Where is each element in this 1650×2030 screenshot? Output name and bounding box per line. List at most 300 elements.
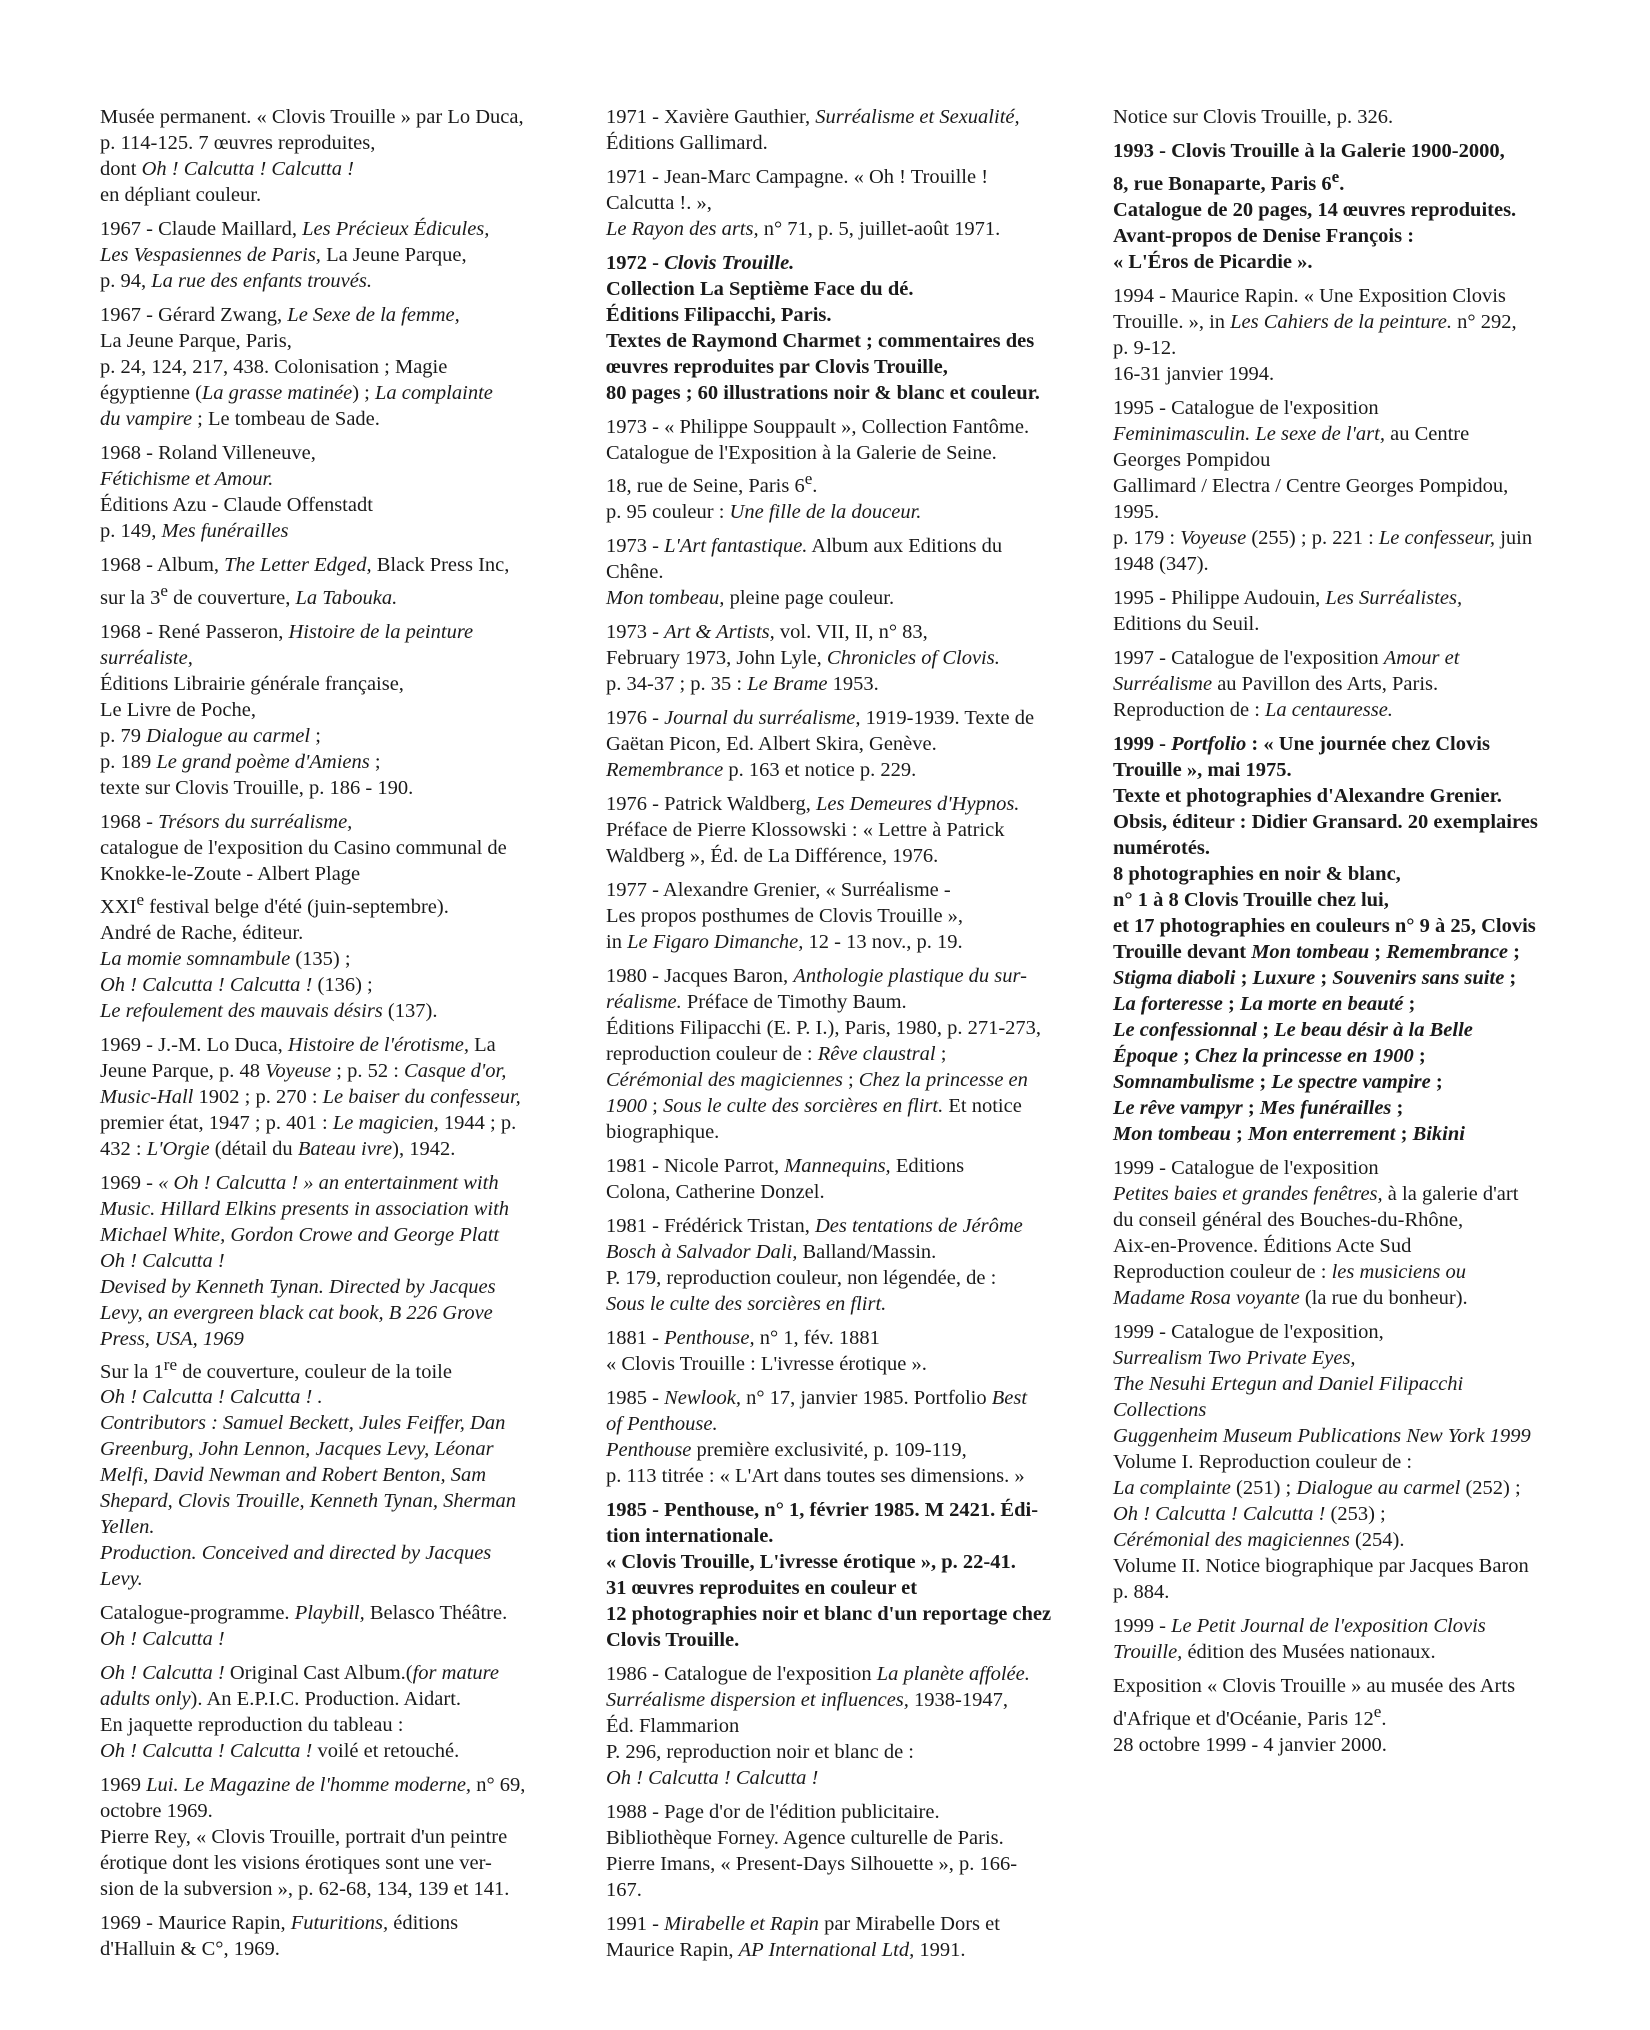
text-run: 1973 - bbox=[606, 534, 665, 557]
text-run: 12 photographies noir et blanc d'un reportage chez bbox=[606, 1602, 1052, 1625]
text-run: première exclusivité, p. 109-119, bbox=[691, 1438, 967, 1461]
text-run: Mon tombeau bbox=[1113, 1122, 1231, 1145]
bibliography-entry bbox=[1113, 104, 1568, 130]
text-run: Trouille. », in bbox=[1113, 310, 1231, 333]
text-run: ; bbox=[1403, 992, 1416, 1015]
text-run: Une fille de la douceur. bbox=[729, 500, 922, 523]
text-run: 1985 - Penthouse, n° 1, février 1985. M 2421. Édi- bbox=[606, 1498, 1039, 1521]
entry-line bbox=[100, 406, 570, 432]
text-run: Texte et photographies d'Alexandre Grenier. bbox=[1113, 784, 1502, 807]
entry-line bbox=[606, 1601, 1081, 1627]
entry-line bbox=[1113, 835, 1568, 861]
text-run: Le confesseur, bbox=[1378, 526, 1496, 549]
text-run: 1994 - Maurice Rapin. « Une Exposition Clovis bbox=[1113, 284, 1506, 307]
text-run: Colona, Catherine Donzel. bbox=[606, 1180, 825, 1203]
bibliography-entry bbox=[1113, 585, 1568, 637]
entry-line bbox=[100, 1738, 570, 1764]
text-run: Aix-en-Provence. Éditions Acte Sud bbox=[1113, 1234, 1412, 1257]
bibliography-entry bbox=[606, 1213, 1081, 1317]
text-run: Le Figaro Dimanche, bbox=[627, 930, 804, 953]
entry-line bbox=[1113, 421, 1568, 447]
entry-line bbox=[1113, 1043, 1568, 1069]
entry-line bbox=[1113, 645, 1568, 671]
text-run: ; bbox=[1395, 1122, 1413, 1145]
text-run: Pierre Rey, « Clovis Trouille, portrait d'un peintre bbox=[100, 1826, 508, 1849]
entry-line bbox=[606, 466, 1081, 499]
text-run: octobre 1969. bbox=[100, 1800, 213, 1823]
text-run: Le refoulement des mauvais désirs bbox=[100, 999, 383, 1022]
text-run: Reproduction couleur de : bbox=[1113, 1260, 1332, 1283]
entry-line bbox=[606, 1851, 1081, 1877]
text-run: à la galerie d'art bbox=[1382, 1182, 1519, 1205]
entry-line bbox=[1113, 197, 1568, 223]
entry-line bbox=[606, 1575, 1081, 1601]
entry-line bbox=[1113, 104, 1568, 130]
text-run: n° 1 à 8 Clovis Trouille chez lui, bbox=[1113, 888, 1389, 911]
entry-line bbox=[100, 552, 570, 578]
text-run: Remembrance bbox=[1386, 940, 1509, 963]
text-run: Madame Rosa voyante bbox=[1113, 1286, 1300, 1309]
entry-line bbox=[606, 164, 1081, 190]
text-run: . bbox=[1381, 1707, 1387, 1730]
text-run: Trésors du surréalisme, bbox=[158, 810, 353, 833]
text-run: 1980 - Jacques Baron, bbox=[606, 964, 794, 987]
text-run: 1881 - bbox=[606, 1326, 665, 1349]
text-run: (135) ; bbox=[290, 947, 351, 970]
text-run: ; bbox=[1242, 1096, 1260, 1119]
text-run: . bbox=[1339, 172, 1345, 195]
text-run: La rue des enfants trouvés. bbox=[151, 270, 372, 292]
text-run: Lui. Le Magazine de l'homme moderne, bbox=[146, 1774, 472, 1797]
entry-line bbox=[1113, 611, 1568, 637]
text-run: Dialogue au carmel bbox=[146, 724, 311, 747]
text-run: ), 1942. bbox=[392, 1137, 456, 1160]
entry-line bbox=[1113, 1121, 1568, 1147]
text-run: Avant-propos de Denise François : bbox=[1113, 224, 1415, 247]
text-run: Newlook, bbox=[664, 1386, 741, 1409]
text-run: Art & Artists, bbox=[664, 620, 775, 643]
entry-line bbox=[1113, 1639, 1568, 1665]
entry-line bbox=[1113, 991, 1568, 1017]
entry-line bbox=[100, 130, 570, 156]
entry-line bbox=[100, 645, 570, 671]
text-run: Trouille devant bbox=[1113, 940, 1252, 963]
text-run: (251) ; bbox=[1230, 1476, 1297, 1499]
text-run: 1991. bbox=[914, 1938, 966, 1961]
text-run: premier état, 1947 ; p. 401 : bbox=[100, 1111, 333, 1134]
text-run: Notice sur Clovis Trouille, p. 326. bbox=[1113, 106, 1394, 128]
text-run: Oh ! Calcutta ! bbox=[100, 1249, 225, 1272]
entry-line bbox=[1113, 249, 1568, 275]
bibliography-entry bbox=[1113, 1613, 1568, 1665]
entry-line bbox=[606, 216, 1081, 242]
entry-line bbox=[606, 559, 1081, 585]
text-run: 1968 - bbox=[100, 810, 159, 833]
entry-line bbox=[1113, 335, 1568, 361]
entry-line bbox=[100, 1110, 570, 1136]
entry-line bbox=[100, 1384, 570, 1410]
text-run: Le Sexe de la femme, bbox=[287, 304, 460, 326]
text-run: Jeune Parque, p. 48 bbox=[100, 1059, 266, 1082]
text-run: éditions bbox=[388, 1912, 459, 1935]
entry-line bbox=[1113, 1449, 1568, 1475]
entry-line bbox=[606, 1523, 1081, 1549]
entry-line bbox=[606, 1627, 1081, 1653]
entry-line bbox=[606, 1385, 1081, 1411]
text-run: Sur la 1 bbox=[100, 1360, 164, 1383]
text-run: in bbox=[606, 930, 628, 953]
entry-line bbox=[100, 1326, 570, 1352]
entry-line bbox=[606, 1687, 1081, 1713]
bibliography-entry bbox=[1113, 645, 1568, 723]
text-run: Le spectre vampire bbox=[1271, 1070, 1431, 1093]
bibliography-entry bbox=[100, 1910, 570, 1962]
text-run: 1999 - Catalogue de l'exposition, bbox=[1113, 1320, 1384, 1343]
entry-line bbox=[1113, 1673, 1568, 1699]
entry-line bbox=[100, 1660, 570, 1686]
entry-line bbox=[606, 1179, 1081, 1205]
text-run: Press, USA, 1969 bbox=[100, 1327, 244, 1350]
entry-line bbox=[1113, 164, 1568, 197]
entry-line bbox=[100, 619, 570, 645]
entry-line bbox=[606, 414, 1081, 440]
entry-line bbox=[100, 998, 570, 1024]
text-run: 1968 - René Passeron, bbox=[100, 620, 289, 643]
text-run: Oh ! Calcutta ! Calcutta ! bbox=[100, 1740, 313, 1763]
text-run: Trouille, bbox=[1113, 1640, 1183, 1663]
text-run: Shepard, Clovis Trouille, Kenneth Tynan, Sherman bbox=[100, 1490, 517, 1513]
text-run: Feminimasculin. Le sexe de l'art, bbox=[1113, 422, 1385, 445]
entry-line bbox=[100, 354, 570, 380]
entry-line bbox=[606, 963, 1081, 989]
bibliography-entry bbox=[606, 705, 1081, 783]
text-run: Éditions Librairie générale française, bbox=[100, 672, 404, 695]
entry-line bbox=[1113, 697, 1568, 723]
entry-line bbox=[100, 723, 570, 749]
text-run: Volume II. Notice biographique par Jacques Baron bbox=[1113, 1554, 1529, 1577]
text-run: vol. VII, II, n° 83, bbox=[774, 620, 928, 643]
text-run: Voyeuse bbox=[1180, 526, 1247, 549]
text-run: 18, rue de Seine, Paris 6 bbox=[606, 474, 805, 497]
column-3 bbox=[1113, 104, 1568, 1766]
entry-line bbox=[100, 182, 570, 208]
entry-line bbox=[606, 989, 1081, 1015]
entry-line bbox=[1113, 1155, 1568, 1181]
text-run: ; bbox=[842, 1068, 859, 1091]
text-run: Greenburg, John Lennon, Jacques Levy, Léonar bbox=[100, 1438, 494, 1461]
text-run: André de Rache, éditeur. bbox=[100, 921, 304, 944]
text-run: Musée permanent. « Clovis Trouille » par Lo Duca, bbox=[100, 106, 524, 128]
entry-line bbox=[606, 440, 1081, 466]
entry-line bbox=[606, 791, 1081, 817]
text-run: Le confessionnal bbox=[1113, 1018, 1258, 1041]
text-run: 1976 - bbox=[606, 706, 665, 729]
text-run: 1988 - Page d'or de l'édition publicitaire. bbox=[606, 1800, 940, 1823]
text-run: Surrealism Two Private Eyes, bbox=[1113, 1346, 1356, 1369]
entry-line bbox=[1113, 1527, 1568, 1553]
text-run: La Jeune Parque, Paris, bbox=[100, 330, 292, 352]
text-run: p. 95 couleur : bbox=[606, 500, 730, 523]
text-run: d'Halluin & C°, 1969. bbox=[100, 1938, 280, 1961]
text-run: dont bbox=[100, 158, 142, 180]
text-run: La momie somnambule bbox=[100, 947, 291, 970]
text-run: Clovis Trouille. bbox=[606, 1628, 740, 1651]
entry-line bbox=[100, 1876, 570, 1902]
entry-line bbox=[100, 671, 570, 697]
text-run: ; bbox=[1177, 1044, 1196, 1067]
text-run: Georges Pompidou bbox=[1113, 448, 1271, 471]
entry-line bbox=[1113, 1553, 1568, 1579]
entry-line bbox=[1113, 1501, 1568, 1527]
text-run: Mirabelle et Rapin bbox=[664, 1912, 819, 1935]
entry-line bbox=[606, 705, 1081, 731]
bibliography-entry bbox=[606, 1497, 1081, 1653]
text-run: n° 69, bbox=[471, 1774, 526, 1797]
entry-line bbox=[606, 354, 1081, 380]
text-run: surréaliste, bbox=[100, 646, 193, 669]
entry-line bbox=[100, 1248, 570, 1274]
text-run: 1969 - J.-M. Lo Duca, bbox=[100, 1033, 288, 1056]
text-run: ; bbox=[369, 750, 381, 773]
text-run: ; bbox=[1315, 966, 1333, 989]
text-run: numérotés. bbox=[1113, 836, 1210, 859]
entry-line bbox=[1113, 861, 1568, 887]
entry-line bbox=[100, 835, 570, 861]
text-run: La Tabouka. bbox=[295, 586, 398, 609]
entry-line bbox=[100, 749, 570, 775]
text-run: p. 884. bbox=[1113, 1580, 1170, 1603]
text-run: Chez la princesse en 1900 bbox=[1195, 1044, 1414, 1067]
entry-line bbox=[100, 809, 570, 835]
text-run: d'Afrique et d'Océanie, Paris 12 bbox=[1113, 1707, 1374, 1730]
text-run: 1944 ; p. bbox=[438, 1111, 517, 1134]
text-run: Bikini bbox=[1412, 1122, 1465, 1145]
text-run: La grasse matinée bbox=[201, 382, 353, 404]
entry-line bbox=[100, 1196, 570, 1222]
text-run: 1995 - Catalogue de l'exposition bbox=[1113, 396, 1379, 419]
text-run: Mannequins, bbox=[784, 1154, 891, 1177]
entry-line bbox=[100, 216, 570, 242]
entry-line bbox=[100, 920, 570, 946]
entry-line bbox=[100, 1514, 570, 1540]
text-run: La centauresse. bbox=[1265, 698, 1393, 721]
entry-line bbox=[606, 1463, 1081, 1489]
entry-line bbox=[100, 1488, 570, 1514]
entry-line bbox=[1113, 1233, 1568, 1259]
text-run: en dépliant couleur. bbox=[100, 184, 262, 206]
text-run: . bbox=[812, 474, 818, 497]
text-run: 1999 - bbox=[1113, 732, 1172, 755]
entry-line bbox=[1113, 525, 1568, 551]
text-run: 1991 - bbox=[606, 1912, 665, 1935]
superscript: e bbox=[160, 581, 168, 600]
text-run: de couverture, couleur de la toile bbox=[177, 1360, 452, 1383]
bibliography-entry bbox=[1113, 731, 1568, 1147]
entry-line bbox=[1113, 1613, 1568, 1639]
entry-line bbox=[1113, 887, 1568, 913]
entry-line bbox=[100, 1136, 570, 1162]
entry-line bbox=[1113, 913, 1568, 939]
text-run: Oh ! Calcutta ! bbox=[100, 1662, 225, 1685]
entry-line bbox=[100, 1850, 570, 1876]
entry-line bbox=[1113, 939, 1568, 965]
entry-line bbox=[100, 492, 570, 518]
text-run: (254). bbox=[1349, 1528, 1405, 1551]
entry-line bbox=[100, 1352, 570, 1385]
text-run: Portfolio bbox=[1171, 732, 1247, 755]
text-run: Le Rayon des arts, bbox=[606, 218, 759, 240]
text-run: 1969 - bbox=[100, 1171, 159, 1194]
column-1 bbox=[100, 104, 570, 1970]
superscript: re bbox=[163, 1354, 178, 1374]
text-run: ; bbox=[1391, 1096, 1404, 1119]
text-run: 1953. bbox=[827, 672, 879, 695]
text-run: February 1973, John Lyle, bbox=[606, 646, 827, 669]
text-run: Exposition « Clovis Trouille » au musée des Arts bbox=[1113, 1674, 1516, 1697]
text-run: ; Le tombeau de Sade. bbox=[192, 408, 380, 430]
entry-line bbox=[1113, 1285, 1568, 1311]
text-run: 8, rue Bonaparte, Paris 6 bbox=[1113, 172, 1332, 195]
text-run: 1919-1939. Texte de bbox=[860, 706, 1035, 729]
text-run: Maurice Rapin, bbox=[606, 1938, 739, 1961]
text-run: Playbill, bbox=[294, 1602, 365, 1625]
text-run: Mon tombeau bbox=[1251, 940, 1370, 963]
text-run: Penthouse, bbox=[664, 1326, 755, 1349]
text-run: ; bbox=[935, 1042, 947, 1065]
text-run: au Pavillon des Arts, Paris. bbox=[1212, 672, 1439, 695]
text-run: reproduction couleur de : bbox=[606, 1042, 818, 1065]
entry-line bbox=[100, 380, 570, 406]
entry-line bbox=[606, 1739, 1081, 1765]
text-run: réalisme. bbox=[606, 990, 682, 1013]
text-run: texte sur Clovis Trouille, p. 186 - 190. bbox=[100, 776, 414, 799]
entry-line bbox=[606, 1497, 1081, 1523]
text-run: les musiciens ou bbox=[1331, 1260, 1466, 1283]
text-run: festival belge d'été (juin-septembre). bbox=[144, 895, 449, 918]
entry-line bbox=[100, 104, 570, 130]
text-run: Gallimard / Electra / Centre Georges Pompidou, bbox=[1113, 474, 1509, 497]
text-run: Les Demeures d'Hypnos. bbox=[815, 792, 1020, 815]
text-run: Obsis, éditeur : Didier Gransard. 20 exemplaires bbox=[1113, 810, 1538, 833]
entry-line bbox=[100, 1712, 570, 1738]
text-run: ; bbox=[1222, 992, 1240, 1015]
text-run: Sous le culte des sorcières en flirt. bbox=[662, 1094, 944, 1117]
bibliography-entry bbox=[100, 104, 570, 208]
text-run: Bosch à Salvador Dali, bbox=[606, 1240, 798, 1263]
text-run: adults only bbox=[100, 1688, 191, 1711]
text-run: En jaquette reproduction du tableau : bbox=[100, 1714, 404, 1737]
entry-line bbox=[1113, 283, 1568, 309]
text-run: AP International Ltd, bbox=[738, 1938, 915, 1961]
text-run: Music. Hillard Elkins presents in association with bbox=[100, 1197, 510, 1220]
text-run: Somnambulisme bbox=[1113, 1070, 1255, 1093]
text-run: Trouille », mai 1975. bbox=[1113, 758, 1292, 781]
text-run: sion de la subversion », p. 62-68, 134, 139 et 141. bbox=[100, 1878, 510, 1901]
text-run: Mes funérailles bbox=[161, 520, 289, 542]
entry-line bbox=[606, 843, 1081, 869]
text-run: Oh ! Calcutta ! bbox=[100, 1628, 225, 1651]
text-run: Histoire de la peinture bbox=[288, 620, 474, 643]
text-run: ; bbox=[1413, 1044, 1426, 1067]
entry-line bbox=[1113, 1699, 1568, 1732]
text-run: 1997 - Catalogue de l'exposition bbox=[1113, 646, 1384, 669]
entry-line bbox=[1113, 1069, 1568, 1095]
text-run: Editions bbox=[890, 1154, 965, 1177]
text-run: 1999 - Catalogue de l'exposition bbox=[1113, 1156, 1379, 1179]
text-run: érotique dont les visions érotiques sont une ver- bbox=[100, 1852, 492, 1875]
entry-line bbox=[100, 887, 570, 920]
entry-line bbox=[606, 619, 1081, 645]
entry-line bbox=[606, 1239, 1081, 1265]
text-run: Histoire de l'érotisme, bbox=[287, 1033, 469, 1056]
text-run: catalogue de l'exposition du Casino communal de bbox=[100, 836, 507, 859]
text-run: pleine page couleur. bbox=[724, 586, 895, 609]
entry-line bbox=[1113, 499, 1568, 525]
entry-line bbox=[100, 775, 570, 801]
text-run: Sous le culte des sorcières en flirt. bbox=[606, 1292, 887, 1315]
text-run: 1999 - bbox=[1113, 1614, 1172, 1637]
entry-line bbox=[606, 1351, 1081, 1377]
bibliography-entry bbox=[606, 619, 1081, 697]
text-run: 1995. bbox=[1113, 500, 1160, 523]
bibliography-entry bbox=[100, 216, 570, 294]
entry-line bbox=[606, 533, 1081, 559]
text-run: p. 113 titrée : « L'Art dans toutes ses dimensions. » bbox=[606, 1464, 1025, 1487]
text-run: Éditions Filipacchi (E. P. I.), Paris, 1980, p. 271-273, bbox=[606, 1016, 1042, 1039]
entry-line bbox=[1113, 1732, 1568, 1758]
text-run: Oh ! Calcutta ! Calcutta ! . bbox=[100, 1386, 323, 1409]
text-run: 1968 - Album, bbox=[100, 554, 225, 576]
bibliography-entry bbox=[100, 302, 570, 432]
text-run: Pierre Imans, « Present-Days Silhouette », p. 166- bbox=[606, 1852, 1018, 1875]
text-run: 1900 bbox=[606, 1094, 647, 1117]
entry-line bbox=[100, 156, 570, 182]
entry-line bbox=[1113, 1579, 1568, 1605]
bibliography-entry bbox=[606, 164, 1081, 242]
entry-line bbox=[100, 1222, 570, 1248]
text-run: 1976 - Patrick Waldberg, bbox=[606, 792, 816, 815]
text-run: Clovis Trouille. bbox=[664, 252, 795, 274]
entry-line bbox=[606, 380, 1081, 406]
entry-line bbox=[100, 1084, 570, 1110]
text-run: (252) ; bbox=[1460, 1476, 1521, 1499]
text-run: n° 1, fév. 1881 bbox=[754, 1326, 880, 1349]
text-run: 8 photographies en noir & blanc, bbox=[1113, 862, 1401, 885]
text-run: Catalogue-programme. bbox=[100, 1602, 295, 1625]
bibliography-entry bbox=[1113, 283, 1568, 387]
text-run: 1967 - Gérard Zwang, bbox=[100, 304, 288, 326]
text-run: Le Livre de Poche, bbox=[100, 698, 256, 721]
text-run: Catalogue de 20 pages, 14 œuvres reproduites. bbox=[1113, 198, 1517, 221]
superscript: e bbox=[804, 469, 813, 488]
entry-line bbox=[100, 1798, 570, 1824]
entry-line bbox=[606, 1015, 1081, 1041]
text-run: « Oh ! Calcutta ! » an entertainment with bbox=[158, 1171, 499, 1194]
entry-line bbox=[100, 578, 570, 611]
entry-line bbox=[1113, 1423, 1568, 1449]
text-run: « L'Éros de Picardie ». bbox=[1113, 250, 1313, 273]
bibliography-entry bbox=[1113, 1319, 1568, 1605]
entry-line bbox=[606, 1067, 1081, 1093]
text-run: 28 octobre 1999 - 4 janvier 2000. bbox=[1113, 1733, 1387, 1756]
text-run: « Clovis Trouille, L'ivresse érotique », p. 22-41. bbox=[606, 1550, 1016, 1573]
text-run: 1902 ; p. 270 : bbox=[193, 1085, 323, 1108]
entry-line bbox=[606, 1661, 1081, 1687]
entry-line bbox=[606, 1911, 1081, 1937]
text-run: Music-Hall bbox=[100, 1085, 194, 1108]
entry-line bbox=[100, 1626, 570, 1652]
text-run: 1972 - bbox=[606, 252, 665, 274]
